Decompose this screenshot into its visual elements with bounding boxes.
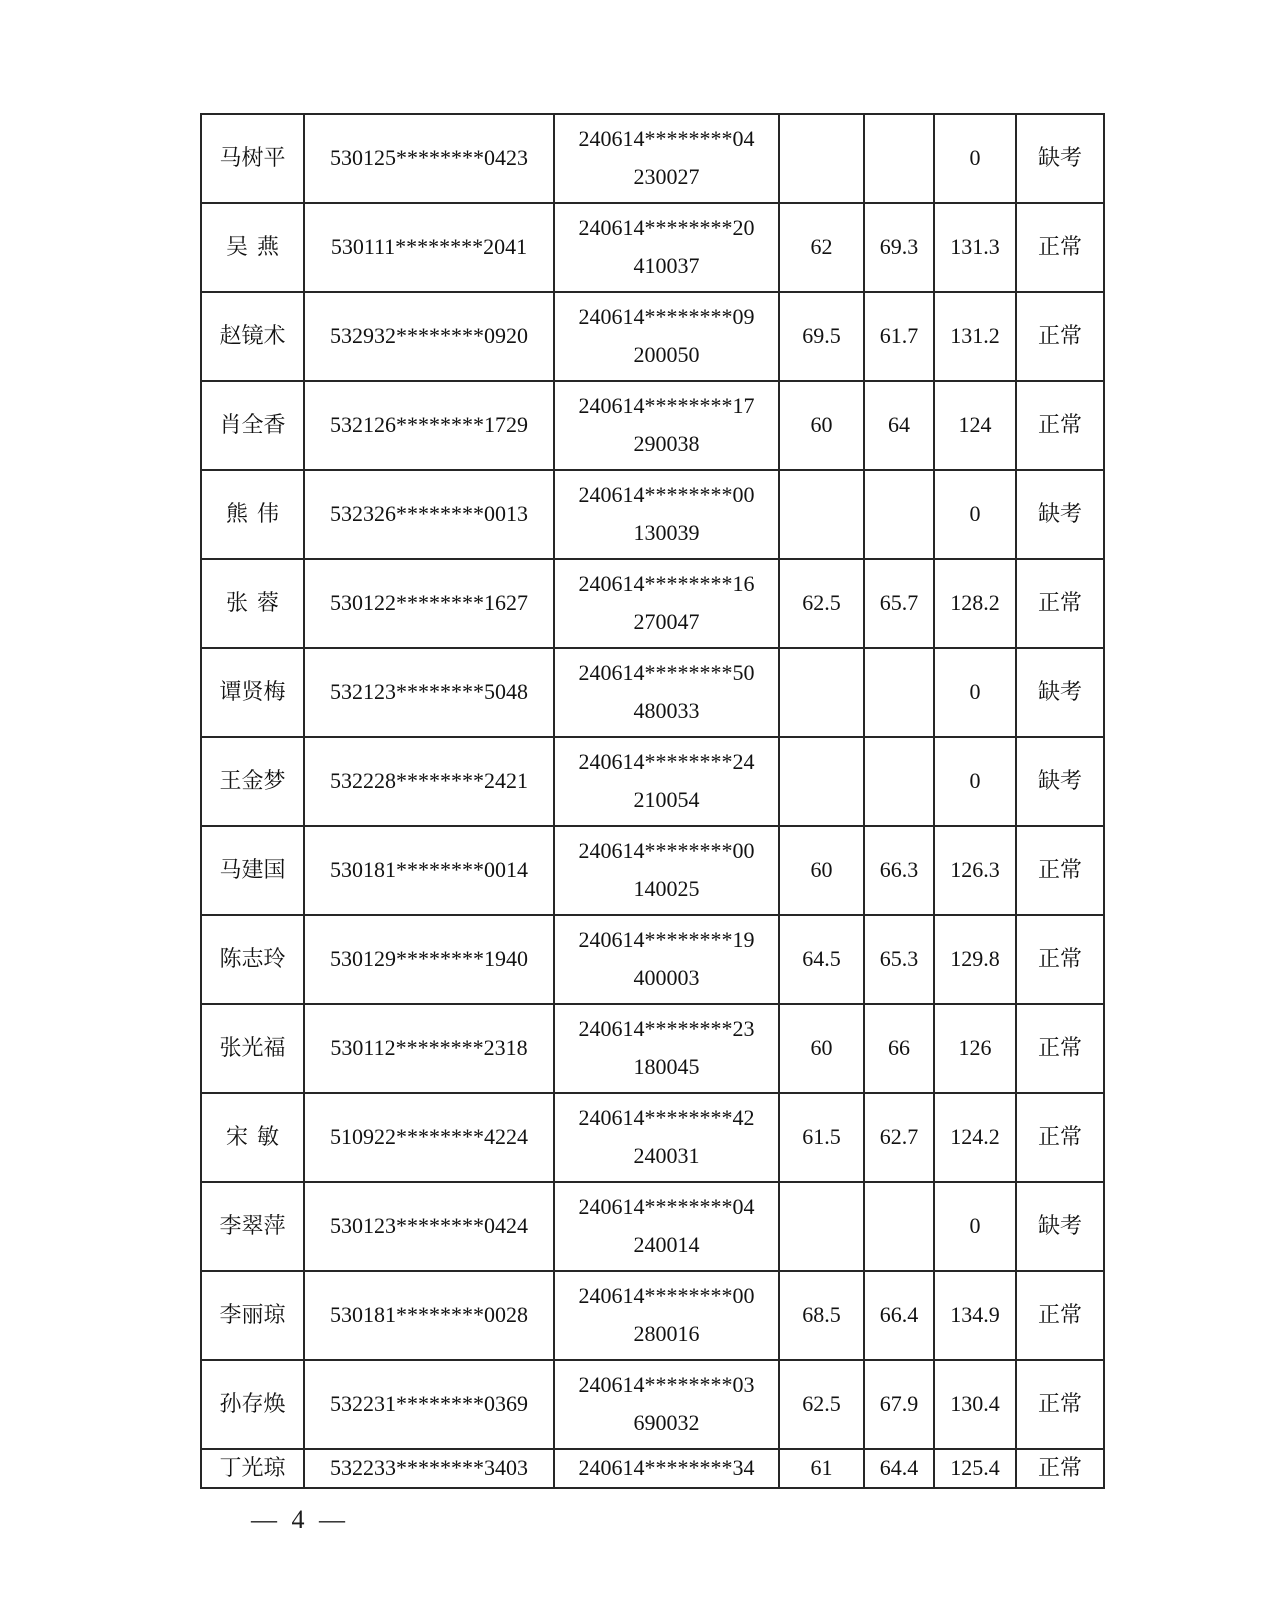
cell-score-2: 66.4 xyxy=(864,1271,934,1360)
table-row xyxy=(201,648,1104,737)
cell-score-1: 69.5 xyxy=(779,292,864,381)
cell-total-score: 124 xyxy=(934,381,1016,470)
cell-score-2: 64 xyxy=(864,381,934,470)
cell-id-number: 510922********4224 xyxy=(304,1093,554,1182)
cell-admission-ticket-number xyxy=(554,559,779,648)
cell-candidate-name: 陈志玲 xyxy=(201,915,304,1004)
cell-score-1: 60 xyxy=(779,1004,864,1093)
cell-score-1: 61.5 xyxy=(779,1093,864,1182)
cell-candidate-name: 李丽琼 xyxy=(201,1271,304,1360)
table-row xyxy=(201,1449,1104,1488)
cell-score-1: 61 xyxy=(779,1449,864,1488)
exam-results-table-body xyxy=(201,114,1104,1488)
cell-total-score: 124.2 xyxy=(934,1093,1016,1182)
admission-ticket-lines xyxy=(555,1183,778,1270)
table-row xyxy=(201,470,1104,559)
cell-score-1 xyxy=(779,114,864,203)
cell-score-1: 62 xyxy=(779,203,864,292)
cell-score-2: 61.7 xyxy=(864,292,934,381)
cell-score-1 xyxy=(779,737,864,826)
ticket-line-2: 230027 xyxy=(633,164,700,190)
cell-admission-ticket-number xyxy=(554,1182,779,1271)
admission-ticket-lines xyxy=(555,1450,778,1487)
ticket-line-2: 400003 xyxy=(633,965,700,991)
admission-ticket-lines xyxy=(555,471,778,558)
cell-candidate-name: 丁光琼 xyxy=(201,1449,304,1488)
cell-exam-status: 正常 xyxy=(1016,1271,1104,1360)
cell-candidate-name: 吴燕 xyxy=(201,203,304,292)
cell-admission-ticket-number xyxy=(554,1449,779,1488)
cell-id-number: 532326********0013 xyxy=(304,470,554,559)
cell-admission-ticket-number xyxy=(554,470,779,559)
cell-candidate-name: 宋敏 xyxy=(201,1093,304,1182)
ticket-line-2: 180045 xyxy=(633,1054,700,1080)
cell-score-1: 62.5 xyxy=(779,559,864,648)
page-number: — 4 — xyxy=(251,1505,349,1534)
cell-admission-ticket-number xyxy=(554,1360,779,1449)
cell-admission-ticket-number xyxy=(554,915,779,1004)
cell-admission-ticket-number xyxy=(554,114,779,203)
cell-total-score: 129.8 xyxy=(934,915,1016,1004)
cell-score-2: 65.3 xyxy=(864,915,934,1004)
cell-score-2: 66 xyxy=(864,1004,934,1093)
ticket-line-1: 240614********34 xyxy=(578,1455,755,1481)
cell-admission-ticket-number xyxy=(554,381,779,470)
cell-exam-status: 缺考 xyxy=(1016,648,1104,737)
cell-score-1 xyxy=(779,648,864,737)
cell-score-1 xyxy=(779,470,864,559)
cell-total-score: 0 xyxy=(934,737,1016,826)
cell-candidate-name: 张蓉 xyxy=(201,559,304,648)
ticket-line-1: 240614********17 xyxy=(578,393,755,419)
cell-candidate-name: 谭贤梅 xyxy=(201,648,304,737)
cell-score-1: 60 xyxy=(779,826,864,915)
ticket-line-1: 240614********00 xyxy=(578,838,755,864)
table-row xyxy=(201,559,1104,648)
ticket-line-2: 690032 xyxy=(633,1410,700,1436)
admission-ticket-lines xyxy=(555,293,778,380)
ticket-line-1: 240614********09 xyxy=(578,304,755,330)
admission-ticket-lines xyxy=(555,382,778,469)
cell-exam-status: 缺考 xyxy=(1016,114,1104,203)
ticket-line-1: 240614********50 xyxy=(578,660,755,686)
cell-exam-status: 正常 xyxy=(1016,1449,1104,1488)
cell-total-score: 126.3 xyxy=(934,826,1016,915)
ticket-line-1: 240614********19 xyxy=(578,927,755,953)
table-row xyxy=(201,1093,1104,1182)
cell-candidate-name: 王金梦 xyxy=(201,737,304,826)
cell-id-number: 530112********2318 xyxy=(304,1004,554,1093)
ticket-line-1: 240614********20 xyxy=(578,215,755,241)
cell-total-score: 0 xyxy=(934,470,1016,559)
cell-score-2 xyxy=(864,1182,934,1271)
cell-candidate-name: 李翠萍 xyxy=(201,1182,304,1271)
table-row xyxy=(201,114,1104,203)
ticket-line-2: 270047 xyxy=(633,609,700,635)
table-row xyxy=(201,1360,1104,1449)
cell-exam-status: 缺考 xyxy=(1016,470,1104,559)
cell-admission-ticket-number xyxy=(554,648,779,737)
cell-total-score: 134.9 xyxy=(934,1271,1016,1360)
admission-ticket-lines xyxy=(555,1094,778,1181)
cell-score-2: 67.9 xyxy=(864,1360,934,1449)
ticket-line-1: 240614********42 xyxy=(578,1105,755,1131)
table-row xyxy=(201,203,1104,292)
ticket-line-2: 290038 xyxy=(633,431,700,457)
cell-exam-status: 正常 xyxy=(1016,826,1104,915)
cell-candidate-name: 熊伟 xyxy=(201,470,304,559)
ticket-line-2: 140025 xyxy=(633,876,700,902)
cell-candidate-name: 马建国 xyxy=(201,826,304,915)
cell-id-number: 530181********0028 xyxy=(304,1271,554,1360)
cell-total-score: 131.3 xyxy=(934,203,1016,292)
cell-id-number: 532233********3403 xyxy=(304,1449,554,1488)
ticket-line-1: 240614********03 xyxy=(578,1372,755,1398)
table-row xyxy=(201,915,1104,1004)
cell-exam-status: 缺考 xyxy=(1016,1182,1104,1271)
cell-exam-status: 正常 xyxy=(1016,381,1104,470)
cell-admission-ticket-number xyxy=(554,1004,779,1093)
ticket-line-2: 130039 xyxy=(633,520,700,546)
cell-score-2 xyxy=(864,648,934,737)
admission-ticket-lines xyxy=(555,204,778,291)
ticket-line-1: 240614********16 xyxy=(578,571,755,597)
cell-total-score: 128.2 xyxy=(934,559,1016,648)
cell-id-number: 532123********5048 xyxy=(304,648,554,737)
cell-id-number: 530123********0424 xyxy=(304,1182,554,1271)
admission-ticket-lines xyxy=(555,560,778,647)
cell-exam-status: 正常 xyxy=(1016,1093,1104,1182)
cell-admission-ticket-number xyxy=(554,737,779,826)
cell-total-score: 125.4 xyxy=(934,1449,1016,1488)
table-row xyxy=(201,1004,1104,1093)
ticket-line-2: 210054 xyxy=(633,787,700,813)
table-row xyxy=(201,381,1104,470)
ticket-line-1: 240614********00 xyxy=(578,482,755,508)
cell-id-number: 530125********0423 xyxy=(304,114,554,203)
cell-admission-ticket-number xyxy=(554,203,779,292)
cell-id-number: 530129********1940 xyxy=(304,915,554,1004)
cell-id-number: 530181********0014 xyxy=(304,826,554,915)
admission-ticket-lines xyxy=(555,1272,778,1359)
cell-score-2: 62.7 xyxy=(864,1093,934,1182)
cell-exam-status: 正常 xyxy=(1016,1360,1104,1449)
cell-score-1: 68.5 xyxy=(779,1271,864,1360)
admission-ticket-lines xyxy=(555,115,778,202)
cell-total-score: 0 xyxy=(934,114,1016,203)
cell-score-2: 64.4 xyxy=(864,1449,934,1488)
cell-candidate-name: 赵镜术 xyxy=(201,292,304,381)
table-row xyxy=(201,1271,1104,1360)
cell-exam-status: 正常 xyxy=(1016,203,1104,292)
ticket-line-1: 240614********23 xyxy=(578,1016,755,1042)
ticket-line-2: 280016 xyxy=(633,1321,700,1347)
cell-total-score: 130.4 xyxy=(934,1360,1016,1449)
cell-score-1: 64.5 xyxy=(779,915,864,1004)
cell-score-2: 65.7 xyxy=(864,559,934,648)
cell-score-2 xyxy=(864,114,934,203)
cell-id-number: 532228********2421 xyxy=(304,737,554,826)
admission-ticket-lines xyxy=(555,827,778,914)
ticket-line-2: 200050 xyxy=(633,342,700,368)
cell-exam-status: 正常 xyxy=(1016,559,1104,648)
cell-candidate-name: 肖全香 xyxy=(201,381,304,470)
ticket-line-2: 480033 xyxy=(633,698,700,724)
cell-id-number: 532231********0369 xyxy=(304,1360,554,1449)
cell-exam-status: 正常 xyxy=(1016,292,1104,381)
cell-total-score: 0 xyxy=(934,648,1016,737)
cell-total-score: 131.2 xyxy=(934,292,1016,381)
admission-ticket-lines xyxy=(555,649,778,736)
cell-admission-ticket-number xyxy=(554,826,779,915)
cell-admission-ticket-number xyxy=(554,1093,779,1182)
ticket-line-2: 410037 xyxy=(633,253,700,279)
ticket-line-1: 240614********00 xyxy=(578,1283,755,1309)
ticket-line-2: 240014 xyxy=(633,1232,700,1258)
exam-results-table xyxy=(200,113,1105,1489)
cell-candidate-name: 马树平 xyxy=(201,114,304,203)
cell-score-1 xyxy=(779,1182,864,1271)
table-row xyxy=(201,292,1104,381)
cell-id-number: 530111********2041 xyxy=(304,203,554,292)
cell-id-number: 532932********0920 xyxy=(304,292,554,381)
ticket-line-1: 240614********04 xyxy=(578,1194,755,1220)
cell-candidate-name: 张光福 xyxy=(201,1004,304,1093)
cell-score-1: 62.5 xyxy=(779,1360,864,1449)
cell-exam-status: 缺考 xyxy=(1016,737,1104,826)
cell-admission-ticket-number xyxy=(554,1271,779,1360)
admission-ticket-lines xyxy=(555,1005,778,1092)
cell-score-2: 69.3 xyxy=(864,203,934,292)
cell-score-2: 66.3 xyxy=(864,826,934,915)
table-row xyxy=(201,826,1104,915)
cell-score-2 xyxy=(864,470,934,559)
cell-exam-status: 正常 xyxy=(1016,1004,1104,1093)
cell-total-score: 126 xyxy=(934,1004,1016,1093)
cell-score-2 xyxy=(864,737,934,826)
admission-ticket-lines xyxy=(555,1361,778,1448)
table-row xyxy=(201,1182,1104,1271)
cell-total-score: 0 xyxy=(934,1182,1016,1271)
admission-ticket-lines xyxy=(555,916,778,1003)
ticket-line-1: 240614********24 xyxy=(578,749,755,775)
cell-admission-ticket-number xyxy=(554,292,779,381)
cell-id-number: 532126********1729 xyxy=(304,381,554,470)
ticket-line-2: 240031 xyxy=(633,1143,700,1169)
cell-exam-status: 正常 xyxy=(1016,915,1104,1004)
table-row xyxy=(201,737,1104,826)
admission-ticket-lines xyxy=(555,738,778,825)
cell-candidate-name: 孙存焕 xyxy=(201,1360,304,1449)
cell-score-1: 60 xyxy=(779,381,864,470)
ticket-line-1: 240614********04 xyxy=(578,126,755,152)
cell-id-number: 530122********1627 xyxy=(304,559,554,648)
